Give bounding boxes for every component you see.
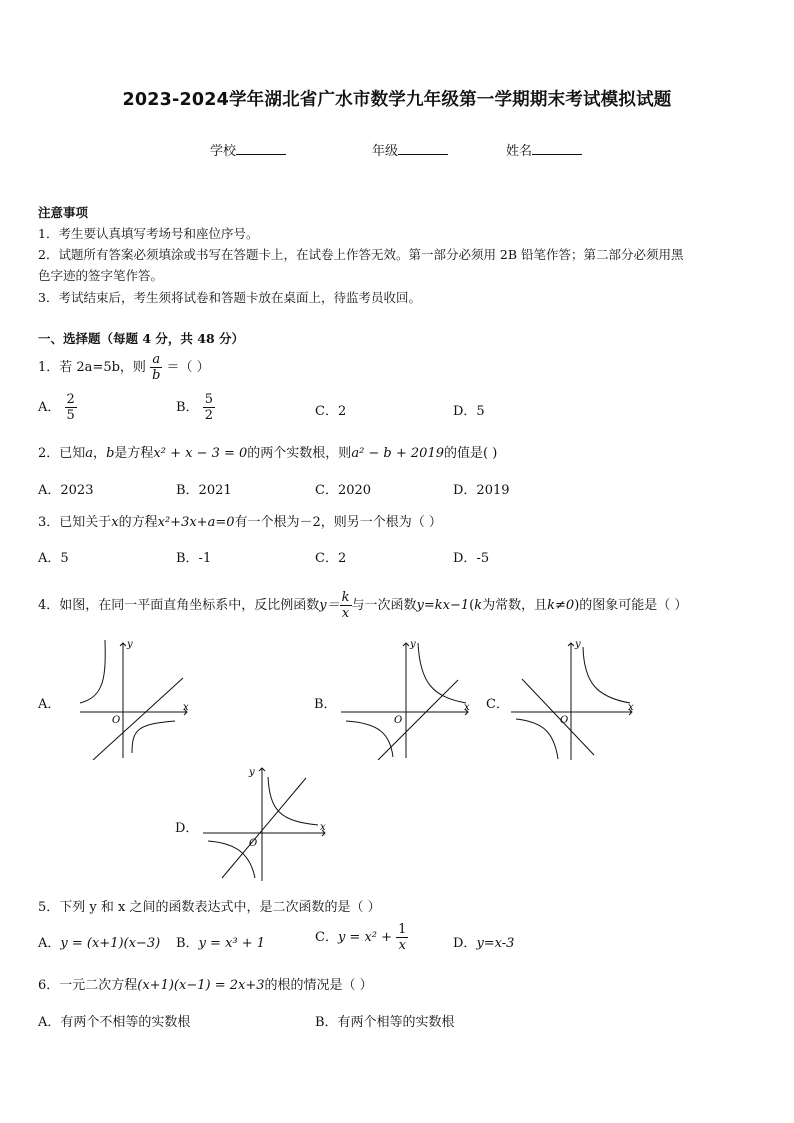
y-axis-label: y [127, 639, 133, 650]
q2-var-b: b [106, 446, 115, 461]
frac-num: k [341, 590, 350, 605]
q2-text: 2．已知 [38, 446, 86, 461]
hyperbola-branch [268, 777, 318, 825]
q2-option-c[interactable]: C．2020 [315, 483, 372, 498]
frac-num: 2 [66, 392, 75, 407]
linear-line [522, 679, 594, 755]
graph-b[interactable] [338, 635, 473, 760]
q1-tail: ＝（ ） [166, 360, 210, 375]
q3-option-a[interactable]: A．5 [38, 551, 69, 566]
graph-a[interactable] [75, 635, 200, 760]
option-label: A． [38, 936, 61, 951]
q4-option-c[interactable]: C． [486, 697, 509, 712]
q4-linear: y=kx−1 [416, 598, 470, 613]
page-title: 2023-2024学年湖北省广水市数学九年级第一学期期末考试模拟试题 [122, 90, 672, 110]
option-label: C． [315, 930, 338, 945]
q3-equation: x²+3x+a=0 [157, 515, 235, 530]
q6-text: 的根的情况是（ ） [264, 978, 373, 993]
section-heading: 一、选择题（每题 4 分，共 48 分） [38, 331, 245, 346]
x-axis-label: x [183, 702, 189, 713]
q4-condition: k≠0 [547, 598, 575, 613]
origin-label: O [249, 838, 258, 849]
q5-b-expr: y = x³ + 1 [198, 936, 266, 951]
q1-option-d[interactable]: D．5 [453, 404, 485, 419]
linear-line [222, 778, 306, 878]
q4-y-eq: y＝ [319, 598, 340, 613]
q3-text: 3．已知关于 [38, 515, 112, 530]
q1-b-fraction [203, 392, 215, 423]
notice-item: 1．考生要认真填写考场号和座位序号。 [38, 226, 259, 241]
hyperbola-branch [418, 643, 466, 703]
frac-num: 1 [398, 922, 407, 937]
x-axis-label: x [320, 822, 326, 833]
option-label: D． [453, 936, 477, 951]
option-label: A． [38, 400, 61, 415]
q4-option-d[interactable]: D． [175, 821, 199, 836]
school-label: 学校 [210, 144, 237, 159]
q1-frac-num: a [150, 352, 162, 368]
q2-text: 的值是( ) [444, 446, 498, 461]
notice-item: 2．试题所有答案必须填涂或书写在答题卡上，在试卷上作答无效。第一部分必须用 2B 铅笔作答；第二部分必须用黑 [38, 247, 684, 262]
frac-num: 5 [204, 392, 213, 407]
q6-option-a[interactable]: A．有两个不相等的实数根 [38, 1015, 191, 1030]
hyperbola-branch [583, 647, 630, 703]
q6-option-b[interactable]: B．有两个相等的实数根 [315, 1015, 455, 1030]
q1-a-fraction [65, 392, 77, 423]
q4-fraction [340, 590, 352, 621]
q1-option-a[interactable] [38, 392, 77, 423]
q5-option-a[interactable] [38, 932, 160, 951]
q3-text: 的方程 [118, 515, 158, 530]
school-field[interactable] [210, 140, 286, 159]
q3-option-d[interactable]: D．-5 [453, 551, 490, 566]
q4-text: )的图象可能是（ ） [574, 598, 688, 613]
q5-a-expr: y = (x+1)(x−3) [60, 936, 161, 951]
question-1 [38, 352, 210, 383]
q3-var-x: x [111, 515, 119, 530]
frac-den: x [341, 606, 350, 621]
q2-text: 的两个实数根，则 [247, 446, 352, 461]
q5-c-fraction [396, 922, 408, 953]
q5-d-expr: y=x-3 [476, 936, 515, 951]
q2-option-a[interactable]: A．2023 [38, 483, 94, 498]
q2-expression: a² − b + 2019 [351, 446, 444, 461]
q1-fraction [150, 352, 162, 383]
option-label: B． [176, 400, 199, 415]
notice-heading: 注意事项 [38, 205, 89, 220]
frac-den: 5 [66, 408, 75, 423]
question-2 [38, 442, 497, 461]
hyperbola-branch [80, 640, 105, 703]
q6-equation: (x+1)(x−1) = 2x+3 [137, 978, 265, 993]
origin-label: O [560, 715, 569, 726]
notice-item: 3．考试结束后，考生须将试卷和答题卡放在桌面上，待监考员收回。 [38, 290, 421, 305]
frac-den: 2 [204, 408, 213, 423]
notice-item: 色字迹的签字笔作答。 [38, 268, 164, 283]
grade-label: 年级 [372, 144, 399, 159]
q5-option-b[interactable] [176, 932, 265, 951]
q2-equation: x² + x − 3 = 0 [153, 446, 248, 461]
q5-option-d[interactable] [453, 932, 514, 951]
hyperbola-branch [516, 719, 558, 759]
q4-text: 为常数，且 [482, 598, 548, 613]
y-axis-label: y [575, 639, 581, 650]
q4-text: 4．如图，在同一平面直角坐标系中，反比例函数 [38, 598, 320, 613]
q5-c-expr: y = x² + [337, 930, 393, 945]
q1-stem: 1．若 2a=5b，则 [38, 360, 146, 375]
linear-line [93, 678, 183, 760]
origin-label: O [112, 715, 121, 726]
q4-text: ( [469, 598, 475, 613]
q1-option-c[interactable]: C．2 [315, 404, 347, 419]
question-5: 5．下列 y 和 x 之间的函数表达式中，是二次函数的是（ ） [38, 900, 381, 915]
name-blank[interactable] [532, 142, 582, 155]
option-label: B． [176, 936, 199, 951]
q6-text: 6．一元二次方程 [38, 978, 138, 993]
y-axis-label: y [410, 639, 416, 650]
question-6 [38, 974, 373, 993]
origin-label: O [394, 715, 403, 726]
name-field[interactable] [506, 140, 582, 159]
q1-option-b[interactable] [176, 392, 215, 423]
question-4 [38, 590, 687, 621]
name-label: 姓名 [506, 144, 533, 159]
school-blank[interactable] [236, 142, 286, 155]
hyperbola-branch [132, 721, 175, 753]
q3-text: 有一个根为－2，则另一个根为（ ） [234, 515, 442, 530]
q3-option-c[interactable]: C．2 [315, 551, 347, 566]
grade-field[interactable] [372, 140, 448, 159]
q5-option-c[interactable] [315, 922, 408, 953]
q3-option-b[interactable]: B．-1 [176, 551, 212, 566]
question-3 [38, 511, 442, 530]
y-axis-label: y [249, 767, 255, 778]
q2-option-b[interactable]: B．2021 [176, 483, 232, 498]
q4-option-b[interactable]: B． [314, 697, 337, 712]
frac-den: x [398, 938, 406, 953]
q1-frac-den: b [152, 368, 161, 383]
q2-text: ， [93, 446, 107, 461]
q2-option-d[interactable]: D．2019 [453, 483, 510, 498]
grade-blank[interactable] [398, 142, 448, 155]
q2-var-a: a [85, 446, 94, 461]
graph-d[interactable] [200, 763, 330, 888]
q2-text: 是方程 [114, 446, 154, 461]
graph-c[interactable] [508, 637, 636, 762]
x-axis-label: x [464, 702, 470, 713]
x-axis-label: x [628, 702, 634, 713]
q4-text: 与一次函数 [351, 598, 417, 613]
q4-option-a[interactable]: A． [38, 697, 61, 712]
q4-var-k: k [474, 598, 483, 613]
linear-line [378, 680, 458, 760]
